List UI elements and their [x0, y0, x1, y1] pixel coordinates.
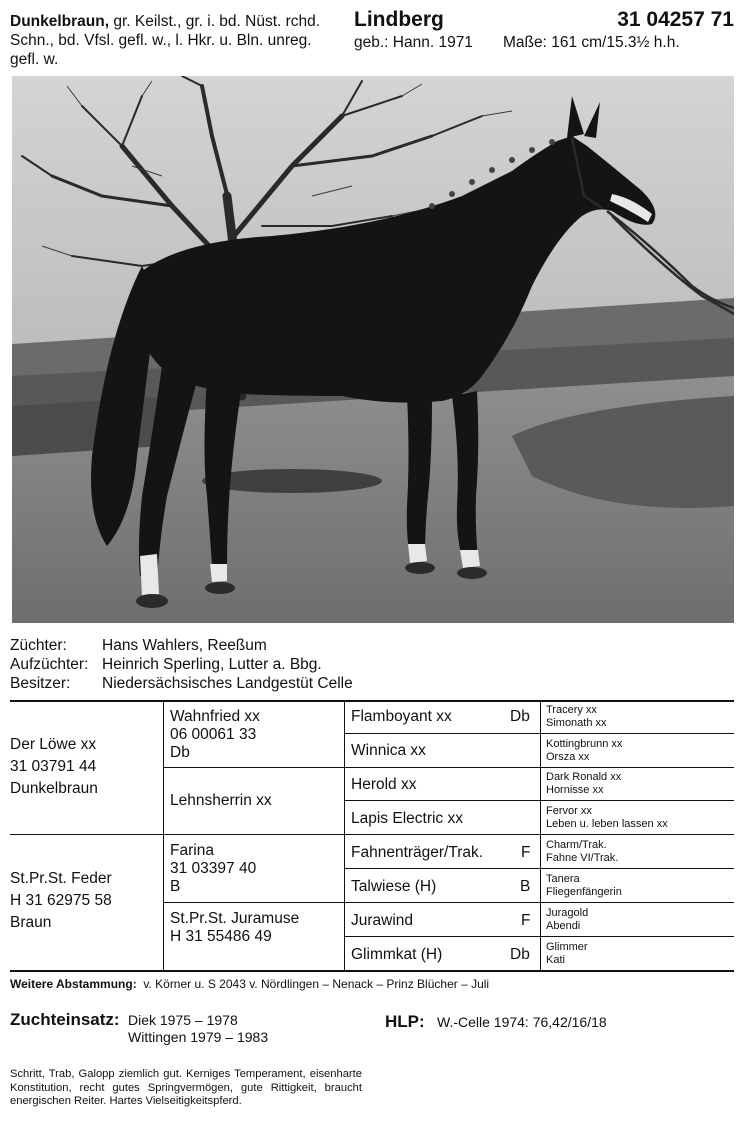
- gen4-pair: [546, 771, 621, 797]
- dam-sire-cell: [170, 842, 256, 896]
- gen4-name: Kati: [546, 954, 565, 966]
- breeding-use-line: Diek 1975 – 1978: [128, 1012, 238, 1028]
- birth-info: geb.: Hann. 1971: [354, 34, 473, 51]
- gen4-name: Charm/Trak.: [546, 839, 607, 851]
- dam-dam-name: St.Pr.St. Juramuse: [170, 910, 300, 927]
- breeder-row: [10, 637, 267, 655]
- horse-name: Lindberg: [354, 8, 444, 31]
- hlp-label: HLP:: [385, 1012, 425, 1031]
- gen3-mark: Db: [510, 946, 530, 963]
- dam-number: H 31 62975 58: [10, 892, 112, 909]
- gen4-name: Juragold: [546, 907, 589, 919]
- gen4-name: Leben u. leben lassen xx: [546, 818, 668, 830]
- sire-sire-number: 06 00061 33: [170, 726, 257, 743]
- gen4-name: Fahne VI/Trak.: [546, 852, 619, 864]
- pedigree-col-rule-1: [163, 700, 164, 971]
- sire-dam-name: Lehnsherrin xx: [170, 792, 272, 809]
- gen3-mark: Db: [510, 708, 530, 725]
- gen4-pair: [546, 873, 622, 899]
- sire-sire-cell: [170, 708, 260, 762]
- pedigree-bottom-rule: [10, 970, 734, 972]
- evaluation-remark: Schritt, Trab, Galopp ziemlich gut. Kerniges Temperament, eisenharte Konstitution, recht gutes Springvermögen, gute Rittigkeit, braucht energischen Reiter. Hartes Vielseitigkeitspferd.: [10, 1068, 362, 1107]
- horse-description: [10, 12, 330, 69]
- pedigree-col-rule-3: [540, 700, 541, 971]
- gen3-mark: F: [521, 844, 531, 861]
- size-info: Maße: 161 cm/15.3½ h.h.: [503, 34, 680, 51]
- gen3-name: Glimmkat (H): [351, 946, 443, 963]
- markings-text: gr. Keilst., gr. i. bd. Nüst. rchd. Schn., bd. Vfsl. gefl. w., l. Hkr. u. Bln. unreg. gefl. w.: [10, 13, 321, 68]
- gen4-name: Tanera: [546, 873, 580, 885]
- dam-name: St.Pr.St. Feder: [10, 870, 112, 887]
- hlp-value: W.-Celle 1974: 76,42/16/18: [437, 1014, 607, 1030]
- gen3-name: Lapis Electric xx: [351, 810, 463, 827]
- breeding-use-line: Wittingen 1979 – 1983: [128, 1029, 269, 1045]
- gen4-name: Kottingbrunn xx: [546, 738, 623, 750]
- gen4-name: Hornisse xx: [546, 784, 604, 796]
- gen4-pair: [546, 738, 622, 764]
- coat-color: Dunkelbraun,: [10, 13, 110, 30]
- pedigree-table: [10, 700, 734, 972]
- gen4-pair: [546, 839, 618, 865]
- breeder-label: Züchter:: [10, 637, 67, 654]
- sire-sire-color: Db: [170, 744, 190, 761]
- gen4-name: Tracery xx: [546, 704, 597, 716]
- gen4-name: Abendi: [546, 920, 581, 932]
- gen4-name: Glimmer: [546, 941, 588, 953]
- further-pedigree: [10, 977, 489, 991]
- sire-cell: [10, 734, 98, 800]
- dam-cell: [10, 868, 112, 934]
- gen4-pair: [546, 805, 668, 831]
- breeder-value: Hans Wahlers, Reeßum: [102, 637, 267, 654]
- gen3-rule-1: [344, 733, 734, 734]
- sire-number: 31 03791 44: [10, 758, 97, 775]
- sire-sire-name: Wahnfried xx: [170, 708, 260, 725]
- sire-name: Der Löwe xx: [10, 736, 97, 753]
- gen3-rule-3: [344, 800, 734, 801]
- raiser-row: [10, 656, 322, 674]
- dam-dam-number: H 31 55486 49: [170, 928, 272, 945]
- breeding-use-label: Zuchteinsatz:: [10, 1010, 120, 1029]
- gen4-name: Fliegenfängerin: [546, 886, 622, 898]
- gen3-rule-5: [344, 868, 734, 869]
- owner-value: Niedersächsisches Landgestüt Celle: [102, 675, 353, 692]
- gen4-name: Simonath xx: [546, 717, 607, 729]
- owner-row: [10, 675, 353, 693]
- gen3-name: Talwiese (H): [351, 878, 437, 895]
- horse-photo: [12, 76, 734, 623]
- gen4-name: Fervor xx: [546, 805, 592, 817]
- horse-photo-svg: [12, 76, 734, 623]
- further-pedigree-value: v. Körner u. S 2043 v. Nördlingen – Nenack – Prinz Blücher – Juli: [143, 977, 490, 991]
- gen2-rule-a: [163, 767, 734, 768]
- gen3-name: Jurawind: [351, 912, 414, 929]
- registration-number: 31 04257 71: [617, 8, 734, 31]
- further-pedigree-label: Weitere Abstammung:: [10, 977, 137, 991]
- gen4-name: Dark Ronald xx: [546, 771, 622, 783]
- gen3-name: Flamboyant xx: [351, 708, 452, 725]
- dam-sire-name: Farina: [170, 842, 214, 859]
- pedigree-mid-rule: [10, 834, 734, 835]
- dam-sire-color: B: [170, 878, 181, 895]
- gen3-rule-7: [344, 936, 734, 937]
- sire-dam-cell: [170, 792, 272, 810]
- raiser-label: Aufzüchter:: [10, 656, 89, 673]
- owner-label: Besitzer:: [10, 675, 71, 692]
- gen4-pair: [546, 941, 588, 967]
- gen2-rule-b: [163, 902, 734, 903]
- gen3-mark: F: [521, 912, 531, 929]
- pedigree-top-rule: [10, 700, 734, 702]
- dam-color: Braun: [10, 914, 52, 931]
- gen3-name: Herold xx: [351, 776, 417, 793]
- gen3-mark: B: [520, 878, 531, 895]
- raiser-value: Heinrich Sperling, Lutter a. Bbg.: [102, 656, 322, 673]
- dam-dam-cell: [170, 910, 299, 946]
- dam-sire-number: 31 03397 40: [170, 860, 257, 877]
- gen4-name: Orsza xx: [546, 751, 590, 763]
- gen3-name: Winnica xx: [351, 742, 426, 759]
- pedigree-col-rule-2: [344, 700, 345, 971]
- sire-color: Dunkelbraun: [10, 780, 98, 797]
- gen4-pair: [546, 704, 607, 730]
- gen3-name: Fahnenträger/Trak.: [351, 844, 484, 861]
- breeding-use-values: [128, 1012, 268, 1046]
- gen4-pair: [546, 907, 588, 933]
